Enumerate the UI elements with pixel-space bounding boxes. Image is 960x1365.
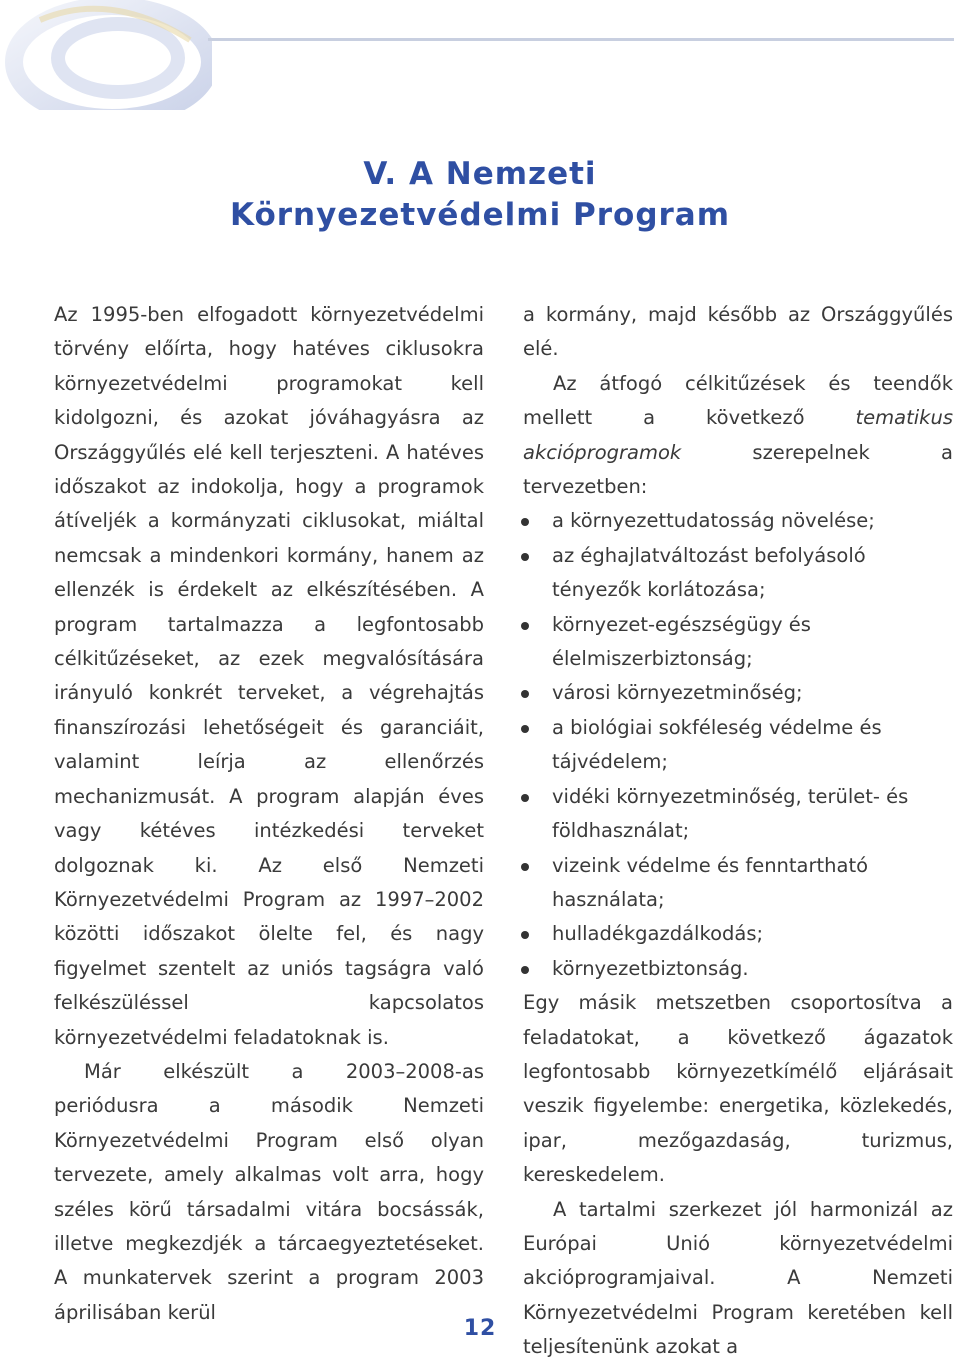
right-paragraph-2-italic: tematikus akcióprogramok — [523, 406, 953, 464]
left-paragraph-2: Már elkészült a 2003–2008-as periódusra a második Nemzeti Környezetvédelmi Program első olyan tervezete, amely alkalmas volt arra, hogy széles körű társadalmi vitára bocsássák, illetve megkezdjék a tárcaegyeztetéseket. A munkatervek szerint a program 2003 áprilisában kerül — [54, 1059, 484, 1324]
right-paragraph-2 — [523, 367, 953, 505]
chapter-title-line1: V. A Nemzeti — [363, 156, 597, 192]
left-column — [54, 298, 484, 1330]
right-paragraph-2-end: szerepelnek a tervezetben: — [523, 440, 953, 499]
right-paragraph-2-start: Az átfogó célkitűzések és teendők mellett a következő — [523, 371, 953, 430]
right-paragraph-4: A tartalmi szerkezet jól harmonizál az Európai Unió környezetvédelmi akcióprogramjaival. A Nemzeti Környezetvédelmi Program keretében kell teljesítenünk azokat a — [523, 1197, 953, 1359]
list-item: vizeink védelme és fenntartható használata; — [523, 849, 953, 918]
list-item: az éghajlatváltozást befolyásoló tényezők korlátozása; — [523, 539, 953, 608]
action-program-list — [523, 504, 953, 986]
page-number: 12 — [463, 1316, 497, 1341]
right-paragraph-1: a kormány, majd később az Országgyűlés elé. — [523, 303, 953, 361]
list-item: a környezettudatosság növelése; — [523, 504, 953, 538]
right-paragraph-3: Egy másik metszetben csoportosítva a feladatokat, a következő ágazatok legfontosabb környezetkímélő eljárásait veszik figyelembe: energetika, közlekedés, ipar, mezőgazdaság, turizmus, kereskedelem. — [523, 991, 953, 1187]
logo-graphic — [0, 0, 212, 110]
list-item: a biológiai sokféleség védelme és tájvédelem; — [523, 711, 953, 780]
list-item: városi környezetminőség; — [523, 676, 953, 710]
list-item: vidéki környezetminőség, terület- és földhasználat; — [523, 780, 953, 849]
list-item: környezet-egészségügy és élelmiszerbiztonság; — [523, 608, 953, 677]
left-paragraph-1: Az 1995-ben elfogadott környezetvédelmi törvény előírta, hogy hatéves ciklusokra környezetvédelmi programokat kell kidolgozni, és azokat jóváhagyásra az Országgyűlés elé kell terjeszteni. A hatéves időszakot az indokolja, hogy a programok átíveljék a kormányzati ciklusokat, miáltal nemcsak a mindenkori kormány, hanem az ellenzék is érdekelt az elkészítésében. A program tartalmazza a legfontosabb célkitűzéseket, az ezek megvalósítására irányuló konkrét terveket, a végrehajtás finanszírozási lehetőségeit és garanciáit, valamint leírja az ellenőrzés mechanizmusát. A program alapján éves vagy kétéves intézkedési terveket dolgoznak ki. Az első Nemzeti Környezetvédelmi Program az 1997–2002 közötti időszakot ölelte fel, és nagy figyelmet szentelt az uniós tagságra való felkészüléssel kapcsolatos környezetvédelmi feladatoknak is. — [54, 303, 484, 1049]
list-item: hulladékgazdálkodás; — [523, 917, 953, 951]
right-column — [523, 298, 953, 1365]
list-item: környezetbiztonság. — [523, 952, 953, 986]
chapter-title-line2: Környezetvédelmi Program — [229, 197, 731, 233]
top-rule — [208, 38, 954, 41]
